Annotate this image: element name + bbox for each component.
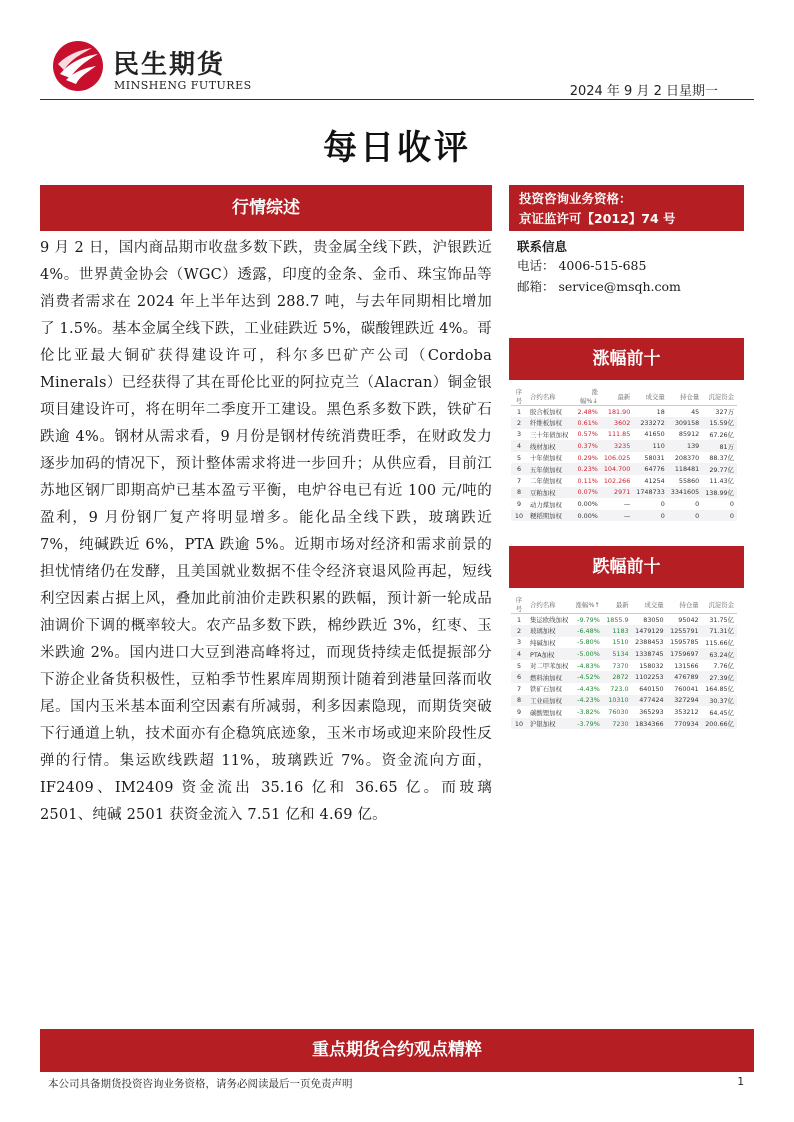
table-cell: 131566 [674,661,699,670]
table-cell: 2 [511,417,527,429]
table-row [511,683,737,695]
column-header: 沉淀资金 [702,387,737,406]
table-cell: 2872 [603,671,632,683]
table-cell: 111.85 [607,430,631,439]
table-cell: 燃料油加权 [527,671,572,683]
table-cell: 7.76亿 [713,662,734,671]
table-cell: 6 [511,463,527,475]
table-cell: 200.66亿 [702,718,737,730]
table-cell: 0.37% [571,440,601,452]
table-cell: 线材加权 [527,440,571,452]
table-cell: 64776 [633,463,667,475]
table-cell: 0.07% [571,487,601,499]
page-number: 1 [737,1076,744,1088]
table-cell: 工业硅加权 [527,695,572,707]
table-cell: 4 [511,648,527,660]
table-cell: 71.31亿 [702,625,737,637]
table-cell: 6 [511,671,527,683]
table-cell: 327万 [715,408,734,417]
table-cell: 233272 [633,417,667,429]
table-row [511,695,737,707]
table-row [511,440,737,452]
qualification-line2: 京证监许可【2012】74 号 [519,211,676,226]
market-overview-section [40,185,492,829]
table-cell: 十年债加权 [530,454,562,463]
table-cell: 45 [691,407,700,416]
table-cell: -3.82% [577,708,600,717]
table-cell: 集运欧线加权 [530,616,569,625]
table-cell: 4 [511,440,527,452]
table-cell: 640150 [639,684,664,693]
table-cell: 158032 [639,661,664,670]
table-cell: 豆粕加权 [527,487,571,499]
qualification-box [509,185,744,231]
top-gainers-heading: 涨幅前十 [509,338,744,380]
table-cell: 0 [702,510,737,522]
table-cell: 83050 [643,615,664,624]
column-header: 序号 [511,387,527,406]
table-cell: -5.00% [572,648,603,660]
table-cell: 760041 [674,684,699,693]
table-cell: 110 [633,440,667,452]
table-cell: 41650 [644,430,665,439]
table-cell: 1759697 [667,648,702,660]
table-cell: 1855.9 [606,615,629,624]
table-cell: 2 [511,625,527,637]
table-cell: 0 [633,510,667,522]
table-cell: 1834366 [632,718,667,730]
table-cell: 2388453 [635,638,664,647]
table-cell: 76030 [608,708,629,717]
table-row [511,510,737,522]
table-cell: 7230 [603,718,632,730]
table-cell: 104.700 [601,463,633,475]
table-cell: 3602 [601,417,633,429]
table-cell: 0 [660,500,665,509]
table-cell: 327294 [667,695,702,707]
table-cell: 0.00% [571,510,601,522]
table-cell: 1595785 [670,638,699,647]
table-cell: 二年债加权 [530,477,562,486]
table-row [511,463,737,475]
table-cell: 31.75亿 [709,616,734,625]
column-header: 涨幅%↓ [571,387,601,406]
table-cell: 1479129 [632,625,667,637]
table-cell: 1 [516,615,522,624]
column-header: 最新 [603,595,632,614]
brand-name-cn: 民生期货 [113,50,226,80]
table-cell: — [623,500,631,509]
key-contracts-heading: 重点期货合约观点精粹 [40,1029,754,1072]
table-cell: 对二甲苯加权 [530,662,569,671]
table-cell: 64.45亿 [709,708,734,717]
page-title: 每日收评 [323,128,471,168]
table-cell: 770934 [667,718,702,730]
table-cell: 0 [695,500,700,509]
table-row [511,637,737,649]
table-cell: 0.23% [571,463,601,475]
table-cell: 胶合板加权 [530,408,562,417]
header-divider [40,99,754,100]
table-cell: 1748733 [633,487,667,499]
table-cell: 2.48% [577,407,598,416]
table-cell: -3.79% [572,718,603,730]
table-cell: 玻璃加权 [527,625,572,637]
table-cell: -4.23% [572,695,603,707]
table-cell: 164.85亿 [705,685,734,694]
table-cell: 7370 [612,661,629,670]
table-cell: 1183 [603,625,632,637]
table-cell: 0.57% [577,430,598,439]
table-cell: 309158 [668,417,702,429]
column-header: 沉淀资金 [702,595,737,614]
table-cell: -4.43% [577,684,600,693]
table-row [511,475,737,487]
table-cell: 0.61% [571,417,601,429]
column-header: 持仓量 [668,387,702,406]
table-cell: — [601,510,633,522]
table-cell: 95042 [678,615,699,624]
table-cell: 67.26亿 [709,430,734,439]
table-cell: 5 [516,453,522,462]
table-cell: 353212 [674,708,699,717]
market-overview-heading: 行情综述 [40,185,492,231]
table-cell: 10310 [603,695,632,707]
brand-name-en: MINSHENG FUTURES [114,79,252,92]
column-header: 合约名称 [527,387,571,406]
column-header: 最新 [601,387,633,406]
table-cell: 11.43亿 [709,477,734,486]
table-cell: -9.79% [577,615,600,624]
report-date: 2024 年 9 月 2 日星期一 [569,84,718,99]
table-cell: 3 [516,430,522,439]
table-cell: 纯碱加权 [530,638,556,647]
table-cell: 0.29% [577,453,598,462]
table-row [511,648,737,660]
table-cell: 0.00% [577,500,598,509]
table-cell: 81万 [702,440,737,452]
table-cell: 3235 [601,440,633,452]
table-cell: 41254 [644,476,665,485]
table-cell: 7 [516,476,522,485]
table-cell: 碳酸锂加权 [530,708,562,717]
table-row [511,406,737,418]
table-row [511,417,737,429]
top-losers-heading: 跌幅前十 [509,546,744,588]
table-cell: 1255791 [667,625,702,637]
table-cell: 0 [668,510,702,522]
table-cell: 10 [511,718,527,730]
table-cell: 2971 [601,487,633,499]
table-cell: 29.77亿 [702,463,737,475]
table-cell: 208370 [674,453,700,462]
table-cell: 1338745 [632,648,667,660]
table-cell: 铁矿石加权 [530,685,562,694]
table-cell: 五年债加权 [527,463,571,475]
top-gainers-table [511,387,737,521]
contact-title: 联系信息 [517,239,568,254]
table-cell: 30.37亿 [702,695,737,707]
table-cell: 0.11% [577,476,598,485]
column-header: 持仓量 [667,595,702,614]
table-cell: 118481 [668,463,702,475]
table-cell: 0 [729,500,734,509]
table-cell: 9 [516,500,522,509]
table-row [511,487,737,499]
table-row [511,706,737,718]
table-cell: 365293 [639,708,664,717]
column-header: 成交量 [632,595,667,614]
table-cell: 粳稻期加权 [527,510,571,522]
table-row [511,498,737,510]
table-cell: 55860 [678,476,700,485]
table-row [511,625,737,637]
table-cell: -6.48% [572,625,603,637]
table-cell: 沪银加权 [527,718,572,730]
table-cell: 动力煤加权 [530,500,562,509]
contact-email: 邮箱： service@msqh.com [517,279,681,294]
table-cell: 1102253 [632,671,667,683]
minsheng-logo-icon [52,40,104,92]
table-cell: 1510 [612,638,629,647]
table-cell: 8 [511,695,527,707]
table-cell: 10 [511,510,527,522]
table-cell: 三十年债加权 [530,430,569,439]
table-cell: 58031 [644,453,665,462]
table-cell: -5.80% [577,638,600,647]
table-row [511,718,737,730]
table-cell: 181.90 [607,407,631,416]
table-cell: 477424 [632,695,667,707]
market-overview-body: 9 月 2 日，国内商品期市收盘多数下跌，贵金属全线下跌，沪银跌近 4%。世界黄金协会（WGC）透露，印度的金条、金币、珠宝饰品等消费者需求在 2024 年上半年达到 288.7 吨，与去年同期相比增加了 1.5%。基本金属全线下跌，工业硅跌近 5%，碳酸锂跌近 4%。哥伦比亚最大铜矿获得建设许可，科尔多巴矿产公司（Cordoba Minerals）已经获得了其在哥伦比亚的阿拉克兰（Alacran）铜金银项目建设许可，将在明年二季度开工建设。黑色系多数下跌，铁矿石跌逾 4%。钢材从需求看，9 月份是钢材传统消费旺季，在财政发力逐步加码的情况下，预计整体需求将进一步回升；从供应看，目前江苏地区钢厂即期高炉已基本盈亏平衡，电炉谷电已有近 100 元/吨的盈利，9 月份钢厂复产将明显增多。能化品全线下跌，玻璃跌近 7%，纯碱跌近 6%，PTA 跌逾 5%。近期市场对经济和需求前景的担忧情绪仍在发酵，且美国就业数据不佳令经济衰退风险再起，短线利空因素占据上风，叠加此前油价走跌积累的跌幅，预计新一轮成品油调价下调的概率较大。农产品多数下跌，棉纱跌近 3%，红枣、玉米跌逾 2%。国内进口大豆到港高峰将过，而现货持续走低提振部分下游企业备货积极性，豆粕季节性累库周期预计随着到港量回落而收尾。国内玉米基本面利空因素有所减弱，利多因素隐现，而期货突破下行通道上轨，技术面亦有企稳筑底迹象，玉米市场或迎来阶段性反弹的行情。集运欧线跌超 11%，玻璃跌近 7%。资金流向方面，IF2409、IM2409 资金流出 35.16 亿和 36.65 亿。而玻璃 2501、纯碱 2501 获资金流入 7.51 亿和 4.69 亿。 [40,240,492,823]
table-cell: 8 [511,487,527,499]
table-cell: 88.37亿 [709,454,734,463]
table-row [511,429,737,441]
contact-phone: 电话： 4006-515-685 [517,258,647,273]
table-cell: PTA加权 [527,648,572,660]
table-cell: 3341605 [668,487,702,499]
table-cell: 139 [668,440,702,452]
table-cell: 9 [516,708,522,717]
table-cell: 63.24亿 [702,648,737,660]
table-cell: 106.025 [603,453,631,462]
table-cell: 102.266 [603,476,631,485]
table-cell: 85912 [678,430,700,439]
table-cell: 15.59亿 [702,417,737,429]
column-header: 合约名称 [527,595,572,614]
column-header: 序号 [511,595,527,614]
table-cell: 115.66亿 [705,638,734,647]
sidebar-info [509,185,744,297]
table-cell: 27.39亿 [702,671,737,683]
table-cell: 138.99亿 [702,487,737,499]
column-header: 涨幅%↑ [572,595,603,614]
table-cell: 5 [516,661,522,670]
table-cell: 7 [516,684,522,693]
table-cell: 1 [516,407,522,416]
table-cell: -4.52% [572,671,603,683]
table-row [511,614,737,626]
top-losers-table [511,595,737,729]
qualification-line1: 投资咨询业务资格： [519,191,632,206]
table-row [511,671,737,683]
column-header: 成交量 [633,387,667,406]
table-cell: 纤维板加权 [527,417,571,429]
footer-disclaimer-note: 本公司具备期货投资咨询业务资格，请务必阅读最后一页免责声明 [48,1078,353,1090]
table-cell: 723.0 [610,684,629,693]
table-cell: 3 [516,638,522,647]
table-cell: 476789 [667,671,702,683]
table-row [511,452,737,464]
table-cell: -4.83% [577,661,600,670]
table-cell: 5134 [603,648,632,660]
table-cell: 18 [656,407,665,416]
table-row [511,660,737,672]
